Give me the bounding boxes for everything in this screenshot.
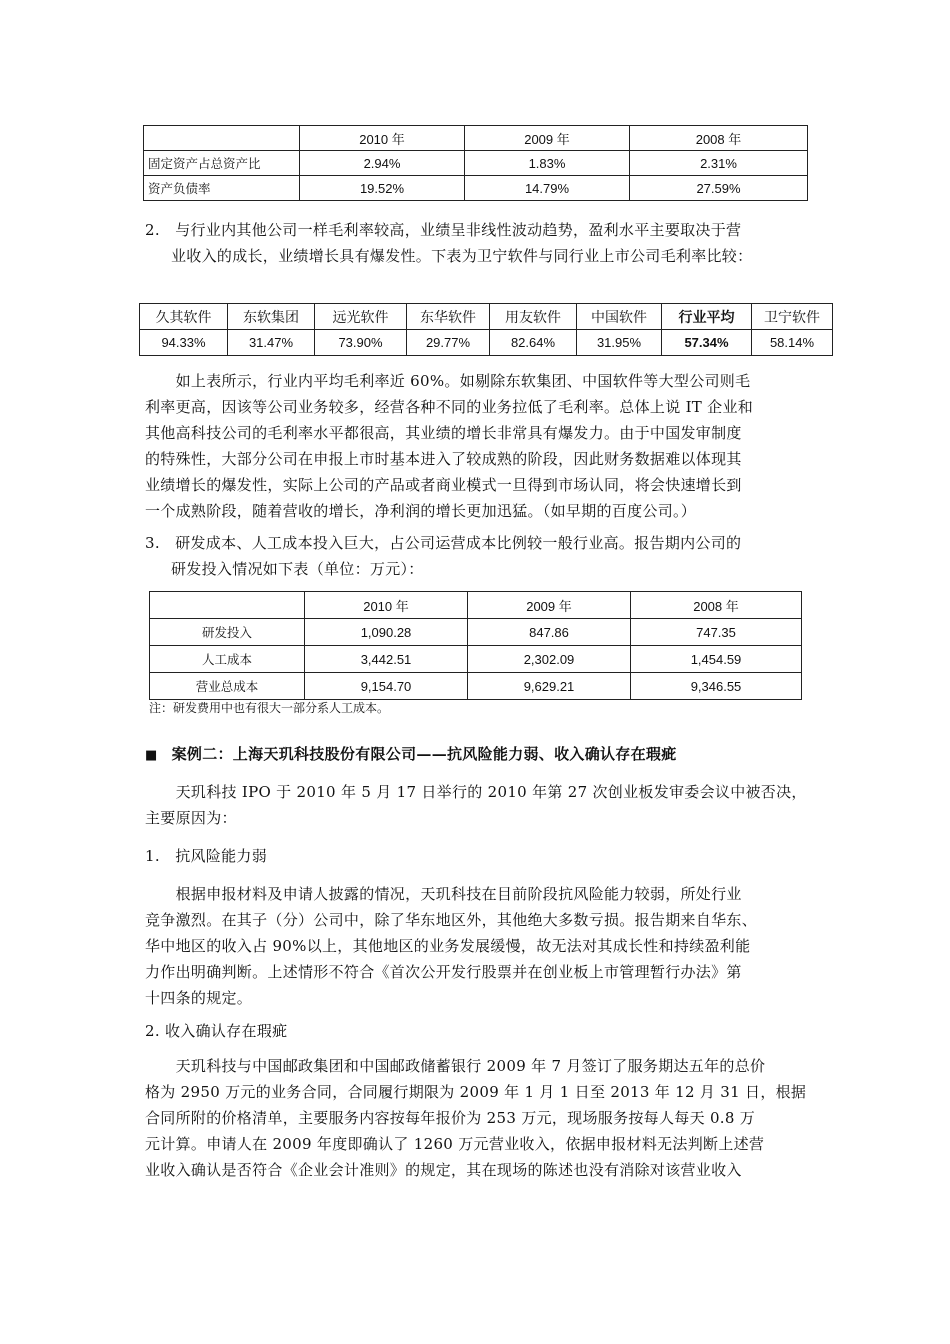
table-header-row bbox=[144, 126, 808, 151]
bullet-square-icon: ■ bbox=[145, 748, 158, 763]
table-cell: 747.35 bbox=[631, 619, 802, 646]
subheading-2: 2. 收入确认存在瑕疵 bbox=[145, 1022, 288, 1040]
para2-line: 主要原因为： bbox=[145, 809, 237, 827]
table-cell: 1,090.28 bbox=[305, 619, 468, 646]
table-cell: 9,629.21 bbox=[468, 673, 631, 700]
table-cell: 东华软件 bbox=[407, 304, 490, 330]
item-3-line1: 3. 研发成本、人工成本投入巨大，占公司运营成本比例较一般行业高。报告期内公司的 bbox=[145, 534, 742, 552]
table-note: 注：研发费用中也有很大一部分系人工成本。 bbox=[149, 701, 390, 715]
table-cell: 14.79% bbox=[465, 176, 630, 201]
table-cell: 73.90% bbox=[315, 330, 407, 356]
table-cell: 远光软件 bbox=[315, 304, 407, 330]
para4-line: 元计算。申请人在 2009 年度即确认了 1260 万元营业收入，依据申报材料无法判断上述营 bbox=[145, 1135, 765, 1153]
para1-line: 利率更高，因该等公司业务较多，经营各种不同的业务拉低了毛利率。总体上说 IT 企业和 bbox=[145, 398, 754, 416]
item-2-line1: 2. 与行业内其他公司一样毛利率较高，业绩呈非线性波动趋势，盈利水平主要取决于营 bbox=[145, 221, 742, 239]
table-cell: 29.77% bbox=[407, 330, 490, 356]
table-cell: 31.95% bbox=[577, 330, 662, 356]
para4-line: 天玑科技与中国邮政集团和中国邮政储蓄银行 2009 年 7 月签订了服务期达五年的总价 bbox=[145, 1057, 766, 1075]
table-cell: 研发投入 bbox=[150, 619, 305, 646]
table-row bbox=[144, 176, 808, 201]
table-cell: 847.86 bbox=[468, 619, 631, 646]
table-cell: 2008 年 bbox=[630, 126, 808, 151]
table-cell: 2010 年 bbox=[305, 592, 468, 619]
table-cell: 2,302.09 bbox=[468, 646, 631, 673]
para3-line: 根据申报材料及申请人披露的情况，天玑科技在目前阶段抗风险能力较弱，所处行业 bbox=[145, 885, 742, 903]
table-cell: 营业总成本 bbox=[150, 673, 305, 700]
table-cell: 东软集团 bbox=[228, 304, 315, 330]
para3-line: 力作出明确判断。上述情形不符合《首次公开发行股票并在创业板上市管理暂行办法》第 bbox=[145, 963, 742, 981]
table-cell: 9,346.55 bbox=[631, 673, 802, 700]
para3-line: 华中地区的收入占 90%以上，其他地区的业务发展缓慢，故无法对其成长性和持续盈利能 bbox=[145, 937, 751, 955]
para1-line: 一个成熟阶段，随着营收的增长，净利润的增长更加迅猛。（如早期的百度公司。） bbox=[145, 502, 697, 520]
table-cell: 2.94% bbox=[300, 151, 465, 176]
table-cell: 人工成本 bbox=[150, 646, 305, 673]
case2-title: 案例二：上海天玑科技股份有限公司——抗风险能力弱、收入确认存在瑕疵 bbox=[171, 745, 677, 763]
table-cell: 57.34% bbox=[662, 330, 752, 356]
para3-line: 竞争激烈。在其子（分）公司中，除了华东地区外，其他绝大多数亏损。报告期来自华东、 bbox=[145, 911, 758, 929]
table-cell: 31.47% bbox=[228, 330, 315, 356]
table-cell: 2010 年 bbox=[300, 126, 465, 151]
table-cell: 卫宁软件 bbox=[752, 304, 833, 330]
table-row bbox=[150, 646, 802, 673]
table-row bbox=[140, 330, 833, 356]
table-cell: 3,442.51 bbox=[305, 646, 468, 673]
para1-line: 业绩增长的爆发性，实际上公司的产品或者商业模式一旦得到市场认同，将会快速增长到 bbox=[145, 476, 742, 494]
table-cell: 1.83% bbox=[465, 151, 630, 176]
table-cell: 行业平均 bbox=[662, 304, 752, 330]
para4-line: 格为 2950 万元的业务合同，合同履行期限为 2009 年 1 月 1 日至 2013 年 12 月 31 日，根据 bbox=[145, 1083, 807, 1101]
subheading-1: 1. 抗风险能力弱 bbox=[145, 847, 268, 865]
table-cell: 82.64% bbox=[490, 330, 577, 356]
para1-line: 其他高科技公司的毛利率水平都很高，其业绩的增长非常具有爆发力。由于中国发审制度 bbox=[145, 424, 742, 442]
table-cell: 2009 年 bbox=[468, 592, 631, 619]
table-cell: 2008 年 bbox=[631, 592, 802, 619]
table-cell bbox=[150, 592, 305, 619]
table-header-row bbox=[150, 592, 802, 619]
table-cell: 9,154.70 bbox=[305, 673, 468, 700]
table-cell: 2009 年 bbox=[465, 126, 630, 151]
gross-margin-table bbox=[139, 303, 833, 356]
table-header-row bbox=[140, 304, 833, 330]
table-row bbox=[144, 151, 808, 176]
table-cell: 19.52% bbox=[300, 176, 465, 201]
table-cell: 资产负债率 bbox=[144, 176, 300, 201]
table-cell: 固定资产占总资产比 bbox=[144, 151, 300, 176]
table-cell: 1,454.59 bbox=[631, 646, 802, 673]
table-cell: 久其软件 bbox=[140, 304, 228, 330]
table-cell: 27.59% bbox=[630, 176, 808, 201]
para1-line: 的特殊性，大部分公司在申报上市时基本进入了较成熟的阶段，因此财务数据难以体现其 bbox=[145, 450, 742, 468]
case2-heading bbox=[145, 741, 677, 769]
table-cell: 用友软件 bbox=[490, 304, 577, 330]
table-cell: 2.31% bbox=[630, 151, 808, 176]
table-cell: 94.33% bbox=[140, 330, 228, 356]
para3-line: 十四条的规定。 bbox=[145, 989, 253, 1007]
table-cell: 58.14% bbox=[752, 330, 833, 356]
para4-line: 合同所附的价格清单，主要服务内容按每年报价为 253 万元，现场服务按每人每天 0.8 万 bbox=[145, 1109, 756, 1127]
table-cell bbox=[144, 126, 300, 151]
para1-line: 如上表所示，行业内平均毛利率近 60%。如剔除东软集团、中国软件等大型公司则毛 bbox=[145, 372, 751, 390]
item-3-line2: 研发投入情况如下表（单位：万元）： bbox=[171, 560, 424, 578]
asset-ratio-table bbox=[143, 125, 808, 201]
para4-line: 业收入确认是否符合《企业会计准则》的规定，其在现场的陈述也没有消除对该营业收入 bbox=[145, 1161, 742, 1179]
item-2-line2: 业收入的成长，业绩增长具有爆发性。下表为卫宁软件与同行业上市公司毛利率比较： bbox=[171, 247, 753, 265]
table-cell: 中国软件 bbox=[577, 304, 662, 330]
para2-line: 天玑科技 IPO 于 2010 年 5 月 17 日举行的 2010 年第 27 次创业板发审委会议中被否决， bbox=[145, 783, 807, 801]
table-row bbox=[150, 619, 802, 646]
table-row bbox=[150, 673, 802, 700]
rd-cost-table bbox=[149, 591, 802, 700]
